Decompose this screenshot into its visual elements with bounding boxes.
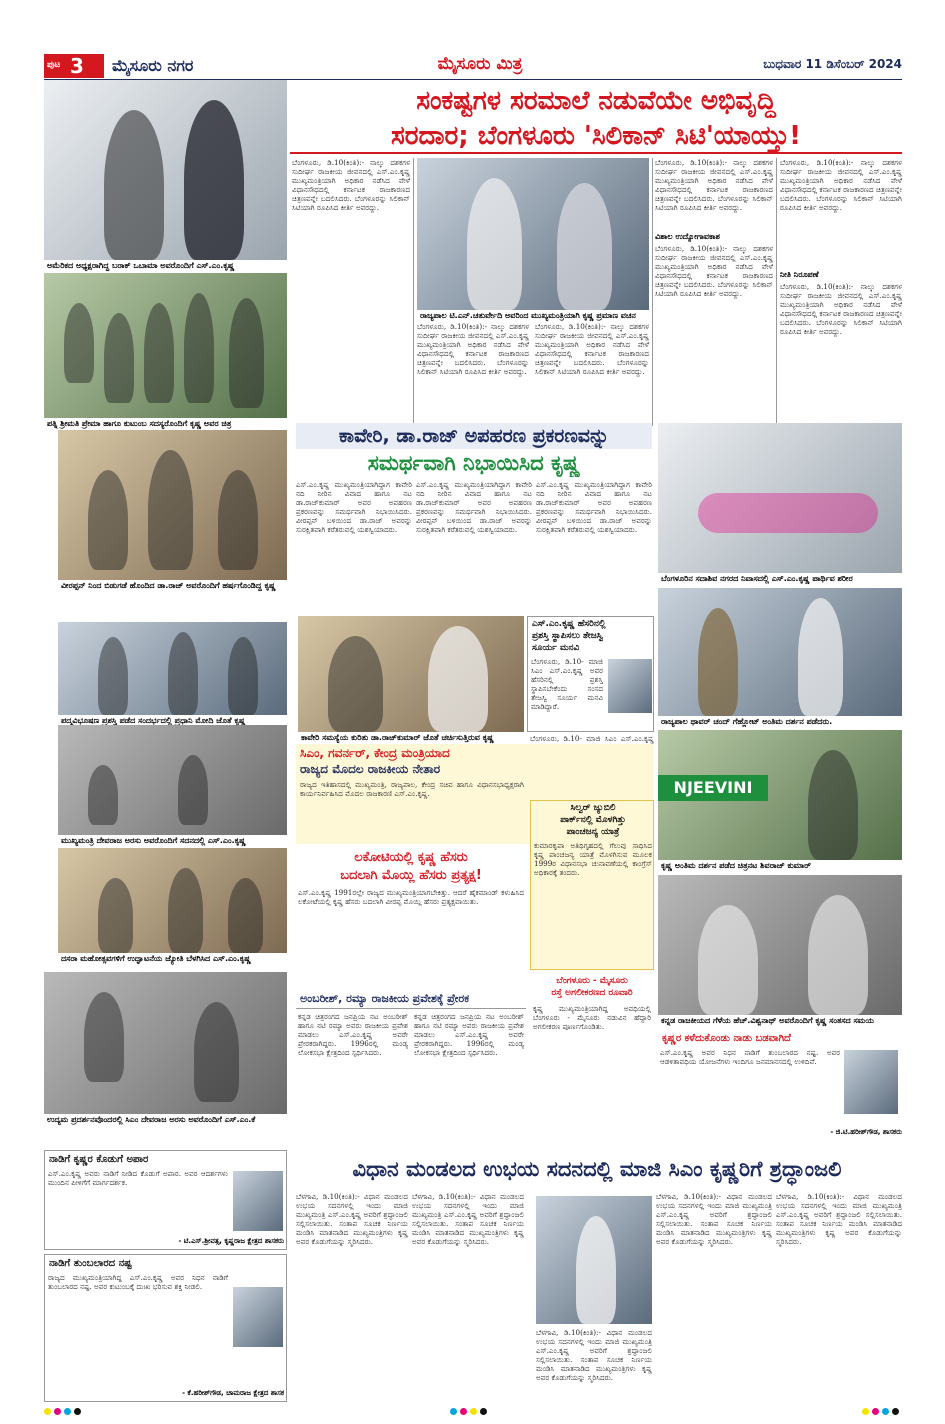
figure-person (698, 608, 738, 716)
caption-dasara: ದಸರಾ ಮಹೋತ್ಸವಗಳಿಗೆ ಉದ್ಘಾಟನೆಯ ಜ್ಯೋತಿ ಬೆಳಗಿಸಿದ ಎಸ್.ಎಂ.ಕೃಷ್ಣ (58, 953, 287, 965)
figure-person (64, 303, 94, 383)
flower-wreath (698, 493, 878, 533)
figure-person (178, 755, 208, 825)
bottom-body-col-2: ಬೆಳಗಾವಿ, ಡಿ.10(ಕಿಂತಿ):- ವಿಧಾನ ಮಂಡಲದ ಉಭಯ ಸದನಗಳಲ್ಲಿ ಇಂದು ಮಾಜಿ ಮುಖ್ಯಮಂತ್ರಿ ಎಸ್.ಎಂ.ಕೃಷ್ಣ ಅವರಿಗೆ ಶ್ರದ್ಧಾಂಜಲಿ ಸಲ್ಲಿಸಲಾಯಿತು. ಸಂತಾಪ ಸೂಚಕ ನಿರ್ಣಯ ಮಂಡಿಸಿ ಮಾತನಾಡಿದ ಮುಖ್ಯಮಂತ್ರಿಗಳು ಕೃಷ್ಣ ಅವರ ಕೊಡುಗೆಯನ್ನು ಸ್ಮರಿಸಿದರು. (412, 1192, 524, 1246)
registration-dots-center (450, 1408, 487, 1415)
photo-kaveri (298, 616, 524, 732)
caption-shivarajkumar: ಕೃಷ್ಣ ಅಂತಿಮ ದರ್ಶನ ಪಡೆದ ಚಿತ್ರನಟ ಶಿವರಾಜ್ ಕುಮಾರ್ (658, 860, 902, 872)
lead-body-col-1: ಬೆಂಗಳೂರು, ಡಿ.10(ಕಿಂತಿ):- ನಾಲ್ಕು ದಶಕಗಳ ಸುದೀರ್ಘ ರಾಜಕೀಯ ಜೀವನದಲ್ಲಿ ಎಸ್.ಎಂ.ಕೃಷ್ಣ ಮುಖ್ಯಮಂತ್ರಿಯಾಗಿ ಅಧಿಕಾರ ನಡೆಸಿದ ವೇಳೆ ವಿಧಾನಸೌಧದಲ್ಲಿ ಕರ್ನಾಟಕ ರಾಜಕಾರಣದ ಚಿತ್ರಣವನ್ನೇ ಬದಲಿಸಿದರು. ಬೆಂಗಳೂರನ್ನು ಸಿಲಿಕಾನ್ ಸಿಟಿಯಾಗಿ ರೂಪಿಸಿದ ಕೀರ್ತಿ ಅವರದ್ದು. (292, 158, 410, 212)
caption-exhibition: ಉದ್ಯಮ ಪ್ರದರ್ಶನವೊಂದರಲ್ಲಿ ಸಿಎಂ ದೇವರಾಜ ಅರಸು ಅವರೊಂದಿಗೆ ಎಸ್.ಎಂ.ಕೆ (44, 1114, 287, 1126)
lead-subhead-3: ನೀತಿ ನಿರೂಪಣೆ (780, 270, 819, 279)
figure-person (698, 905, 758, 1015)
kaveri-body-col-3: ಎಸ್.ಎಂ.ಕೃಷ್ಣ ಮುಖ್ಯಮಂತ್ರಿಯಾಗಿದ್ದಾಗ ಕಾವೇರಿ ನದಿ ನೀರಿನ ವಿವಾದ ಹಾಗೂ ನಟ ಡಾ.ರಾಜ್‌ಕುಮಾರ್ ಅವರ ಅಪಹರಣ ಪ್ರಕರಣವನ್ನು ಸಮರ್ಥವಾಗಿ ನಿಭಾಯಿಸಿದರು. ವೀರಪ್ಪನ್ ಬಳಿಯಿಂದ ಡಾ.ರಾಜ್ ಅವರನ್ನು ಸುರಕ್ಷಿತವಾಗಿ ಕರೆತರುವಲ್ಲಿ ಯಶಸ್ವಿಯಾದರು. (536, 480, 652, 534)
photo-rajkumar (58, 430, 287, 580)
banner-sanjeevini: NJEEVINI (658, 775, 768, 801)
column-rule (652, 158, 653, 426)
figure-person (557, 183, 612, 310)
figure-person (84, 992, 124, 1082)
ambareesh-title: ಅಂಬರೀಶ್, ರಮ್ಯಾ ರಾಜಕೀಯ ಪ್ರವೇಶಕ್ಕೆ ಪ್ರೇರಕ (296, 990, 526, 1009)
bottom-headline: ವಿಧಾನ ಮಂಡಲದ ಉಭಯ ಸದನದಲ್ಲಿ ಮಾಜಿ ಸಿಎಂ ಕೃಷ್ಣರಿಗೆ ಶ್ರದ್ಧಾಂಜಲಿ (352, 1157, 842, 1181)
sp-body-cont: ಬೆಂಗಳೂರು, ಡಿ.10- ಮಾಜಿ ಸಿಎಂ ಎಸ್.ಎಂ.ಕೃಷ್ಣ (530, 734, 654, 743)
page-label: ಪುಟ (47, 60, 61, 70)
naadu-loss-box (44, 1254, 287, 1402)
naadu-loss-signature: - ಕೆ.ಹರೀಶ್‌ಗೌಡ, ಚಾಮರಾಜ ಕ್ಷೇತ್ರದ ಶಾಸಕ (182, 1389, 284, 1397)
lead-headline-2: ಸರದಾರ; ಬೆಂಗಳೂರು 'ಸಿಲಿಕಾನ್ ಸಿಟಿ'ಯಾಯ್ತು! (290, 118, 902, 154)
issue-date: ಬುಧವಾರ 11 ಡಿಸೆಂಬರ್ 2024 (763, 57, 902, 71)
figure-person (104, 313, 134, 403)
caption-modi: ಪದ್ಮವಿಭೂಷಣ ಪ್ರಶಸ್ತಿ ಪಡೆದ ಸಂದರ್ಭದಲ್ಲಿ ಪ್ರಧಾನಿ ಮೋದಿ ಜೊತೆ ಕೃಷ್ಣ (58, 715, 287, 727)
paper-name: ಮೈಸೂರು ಮಿತ್ರ (437, 54, 523, 74)
registration-dots-left (44, 1408, 81, 1415)
photo-family (44, 273, 287, 418)
dot-black (892, 1408, 899, 1415)
page-label-box (44, 54, 104, 78)
bottom-body-col-5: ಬೆಳಗಾವಿ, ಡಿ.10(ಕಿಂತಿ):- ವಿಧಾನ ಮಂಡಲದ ಉಭಯ ಸದನಗಳಲ್ಲಿ ಇಂದು ಮಾಜಿ ಮುಖ್ಯಮಂತ್ರಿ ಎಸ್.ಎಂ.ಕೃಷ್ಣ ಅವರಿಗೆ ಶ್ರದ್ಧಾಂಜಲಿ ಸಲ್ಲಿಸಲಾಯಿತು. ಸಂತಾಪ ಸೂಚಕ ನಿರ್ಣಯ ಮಂಡಿಸಿ ಮಾತನಾಡಿದ ಮುಖ್ಯಮಂತ್ರಿಗಳು ಕೃಷ್ಣ ಅವರ ಕೊಡುಗೆಯನ್ನು ಸ್ಮರಿಸಿದರು. (776, 1192, 902, 1246)
bmroad-box (530, 974, 654, 1140)
ambareesh-box (296, 990, 526, 1140)
cm-title-2: ರಾಜ್ಯದ ಮೊದಲ ರಾಜಕೀಯ ನೇತಾರ (300, 762, 441, 776)
dot-black (74, 1408, 81, 1415)
kaveri-body-col-2: ಎಸ್.ಎಂ.ಕೃಷ್ಣ ಮುಖ್ಯಮಂತ್ರಿಯಾಗಿದ್ದಾಗ ಕಾವೇರಿ ನದಿ ನೀರಿನ ವಿವಾದ ಹಾಗೂ ನಟ ಡಾ.ರಾಜ್‌ಕುಮಾರ್ ಅವರ ಅಪಹರಣ ಪ್ರಕರಣವನ್ನು ಸಮರ್ಥವಾಗಿ ನಿಭಾಯಿಸಿದರು. ವೀರಪ್ಪನ್ ಬಳಿಯಿಂದ ಡಾ.ರಾಜ್ ಅವರನ್ನು ಸುರಕ್ಷಿತವಾಗಿ ಕರೆತರುವಲ್ಲಿ ಯಶಸ್ವಿಯಾದರು. (416, 480, 532, 534)
naadu-loss-body: ರಾಜ್ಯದ ಮುಖ್ಯಮಂತ್ರಿಯಾಗಿದ್ದ ಎಸ್.ಎಂ.ಕೃಷ್ಣ ಅವರ ನಿಧನ ನಾಡಿಗೆ ತುಂಬಲಾರದ ನಷ್ಟ. ಅವರ ಕುಟುಂಬಕ್ಕೆ ದುಃಖ ಭರಿಸುವ ಶಕ್ತಿ ನೀಡಲಿ. (48, 1273, 228, 1291)
figure-person (228, 637, 258, 715)
figure-person (98, 878, 133, 953)
figure-person (229, 298, 264, 408)
bmroad-title-2: ರಸ್ತೆ ಅಗಲೀಕರಣದ ರೂವಾರಿ (551, 988, 633, 998)
sp-title-1: ಎಸ್.ಎಂ.ಕೃಷ್ಣ ಹೆಸರಿನಲ್ಲಿ (532, 619, 606, 629)
photo-siddaramaiah (536, 1196, 652, 1324)
figure-person (798, 598, 843, 716)
dot-cyan (882, 1408, 889, 1415)
figure-person (88, 470, 128, 570)
figure-person (328, 636, 383, 732)
naadige-body: ಎಸ್.ಎಂ.ಕೃಷ್ಣ ಅವರು ನಾಡಿಗೆ ನೀಡಿದ ಕೊಡುಗೆ ಅಪಾರ. ಅವರ ಆದರ್ಶಗಳು ಮುಂದಿನ ಪೀಳಿಗೆಗೆ ಮಾರ್ಗದರ್ಶಕ. (48, 1169, 228, 1187)
lead-body-col-2: ಬೆಂಗಳೂರು, ಡಿ.10(ಕಿಂತಿ):- ನಾಲ್ಕು ದಶಕಗಳ ಸುದೀರ್ಘ ರಾಜಕೀಯ ಜೀವನದಲ್ಲಿ ಎಸ್.ಎಂ.ಕೃಷ್ಣ ಮುಖ್ಯಮಂತ್ರಿಯಾಗಿ ಅಧಿಕಾರ ನಡೆಸಿದ ವೇಳೆ ವಿಧಾನಸೌಧದಲ್ಲಿ ಕರ್ನಾಟಕ ರಾಜಕಾರಣದ ಚಿತ್ರಣವನ್ನೇ ಬದಲಿಸಿದರು. ಬೆಂಗಳೂರನ್ನು ಸಿಲಿಕಾನ್ ಸಿಟಿಯಾಗಿ ರೂಪಿಸಿದ ಕೀರ್ತಿ ಅವರದ್ದು. (417, 322, 529, 376)
photo-harishgowda (233, 1287, 283, 1347)
figure-person (194, 1002, 239, 1102)
silver-body: ಕುಮಾರಕೃಪಾ ಅತಿಥಿಗೃಹದಲ್ಲಿ ಗೆಲುವು ಸಾಧಿಸಿದ ಕೃಷ್ಣ ಪಾಂಚಜನ್ಯ ಯಾತ್ರೆ ಮೊಳಗಿಸುವ ಮೂಲಕ 1999ರ ವಿಧಾನಸಭಾ ಚುನಾವಣೆಯಲ್ಲಿ ಕಾಂಗ್ರೆಸ್ ಅಧಿಕಾರಕ್ಕೆ ತಂದರು. (534, 841, 652, 877)
cm-title-1: ಸಿಎಂ, ಗವರ್ನರ್, ಕೇಂದ್ರ ಮಂತ್ರಿಯಾದ (300, 746, 450, 760)
dot-cyan (450, 1408, 457, 1415)
bottom-body-col-1: ಬೆಳಗಾವಿ, ಡಿ.10(ಕಿಂತಿ):- ವಿಧಾನ ಮಂಡಲದ ಉಭಯ ಸದನಗಳಲ್ಲಿ ಇಂದು ಮಾಜಿ ಮುಖ್ಯಮಂತ್ರಿ ಎಸ್.ಎಂ.ಕೃಷ್ಣ ಅವರಿಗೆ ಶ್ರದ್ಧಾಂಜಲಿ ಸಲ್ಲಿಸಲಾಯಿತು. ಸಂತಾಪ ಸೂಚಕ ನಿರ್ಣಯ ಮಂಡಿಸಿ ಮಾತನಾಡಿದ ಮುಖ್ಯಮಂತ್ರಿಗಳು ಕೃಷ್ಣ ಅವರ ಕೊಡುಗೆಯನ್ನು ಸ್ಮರಿಸಿದರು. (296, 1192, 408, 1246)
dot-yellow (44, 1408, 51, 1415)
silver-title-3: ಪಾಂಚಜನ್ಯ ಯಾತ್ರೆ (566, 827, 620, 837)
kaveri-headline-2: ಸಮರ್ಥವಾಗಿ ನಿಭಾಯಿಸಿದ ಕೃಷ್ಣ (367, 451, 581, 475)
lakhouti-title-1: ಲಕೋಟಿಯಲ್ಲಿ ಕೃಷ್ಣ ಹೆಸರು (354, 850, 468, 865)
caption-governor: ರಾಜ್ಯಪಾಲ ಥಾವರ್ ಚಂದ್ ಗೆಹ್ಲೋಟ್ ಅಂತಿಮ ದರ್ಶನ ಪಡೆದರು. (658, 716, 902, 728)
page-number: 3 (70, 54, 84, 78)
figure-person (88, 765, 118, 825)
naadu-loss-title: ನಾಡಿಗೆ ತುಂಬಲಾರದ ನಷ್ಟ (49, 1258, 132, 1269)
photo-obama (44, 80, 287, 260)
dot-magenta (460, 1408, 467, 1415)
silver-title-1: ಸಿಲ್ವರ್ ಜ್ಯುಬಿಲಿ (570, 803, 616, 813)
silver-box (530, 800, 654, 970)
figure-person (808, 895, 868, 1015)
figure-person (184, 100, 244, 260)
naadige-signature: - ಟಿ.ಎಸ್.ಶ್ರೀವತ್ಸ, ಕೃಷ್ಣರಾಜ ಕ್ಷೇತ್ರದ ಶಾಸಕರು (178, 1237, 284, 1245)
krishna-lost-signature: - ಜಿ.ಟಿ.ಹರೀಶ್‌ಗೌಡ, ಶಾಸಕರು (830, 1128, 902, 1136)
figure-person (184, 293, 214, 403)
photo-tejasvi (608, 659, 652, 713)
lakhouti-box (296, 848, 526, 988)
photo-assembly (58, 725, 287, 835)
photo-body (658, 423, 902, 573)
lead-headline-1: ಸಂಕಷ್ಟಗಳ ಸರಮಾಲೆ ನಡುವೆಯೇ ಅಭಿವೃದ್ಧಿ (416, 86, 776, 116)
photo-vishwanath (658, 875, 902, 1015)
naadige-box (44, 1150, 287, 1250)
sp-box (527, 616, 654, 732)
figure-person (104, 110, 164, 260)
sp-title-3: ಸೂರ್ಯ ಮನವಿ (532, 643, 580, 653)
photo-srivatsa (233, 1171, 283, 1231)
figure-person (168, 632, 198, 715)
dot-yellow (470, 1408, 477, 1415)
figure-person (218, 470, 258, 570)
caption-rajkumar: ವೀರಪ್ಪನ್ ನಿಂದ ಬಿಡುಗಡೆ ಹೊಂದಿದ ಡಾ.ರಾಜ್ ಅವರೊಂದಿಗೆ ಹರ್ಷಗೊಂಡಿದ್ದ ಕೃಷ್ಣ (58, 580, 287, 592)
figure-person (144, 303, 174, 403)
lead-body-col-5b: ಬೆಂಗಳೂರು, ಡಿ.10(ಕಿಂತಿ):- ನಾಲ್ಕು ದಶಕಗಳ ಸುದೀರ್ಘ ರಾಜಕೀಯ ಜೀವನದಲ್ಲಿ ಎಸ್.ಎಂ.ಕೃಷ್ಣ ಮುಖ್ಯಮಂತ್ರಿಯಾಗಿ ಅಧಿಕಾರ ನಡೆಸಿದ ವೇಳೆ ವಿಧಾನಸೌಧದಲ್ಲಿ ಕರ್ನಾಟಕ ರಾಜಕಾರಣದ ಚಿತ್ರಣವನ್ನೇ ಬದಲಿಸಿದರು. ಬೆಂಗಳೂರನ್ನು ಸಿಲಿಕಾನ್ ಸಿಟಿಯಾಗಿ ರೂಪಿಸಿದ ಕೀರ್ತಿ ಅವರದ್ದು. (780, 282, 902, 336)
silver-title-2: ಪಾರ್ಕ್‌ನಲ್ಲಿ ಮೊಳಗಿತ್ತು (560, 815, 626, 825)
caption-swearing-in: ರಾಜ್ಯಪಾಲ ಟಿ.ಎನ್.ಚತುರ್ವೇದಿ ಅವರಿಂದ ಮುಖ್ಯಮಂತ್ರಿಯಾಗಿ ಕೃಷ್ಣ ಪ್ರಮಾಣ ವಚನ (417, 310, 649, 322)
column-rule (776, 158, 777, 426)
sp-title-2: ಪ್ರಶಸ್ತಿ ಸ್ಥಾಪಿಸಲು ತೇಜಸ್ವಿ (532, 631, 604, 641)
lead-body-col-4: ಬೆಂಗಳೂರು, ಡಿ.10(ಕಿಂತಿ):- ನಾಲ್ಕು ದಶಕಗಳ ಸುದೀರ್ಘ ರಾಜಕೀಯ ಜೀವನದಲ್ಲಿ ಎಸ್.ಎಂ.ಕೃಷ್ಣ ಮುಖ್ಯಮಂತ್ರಿಯಾಗಿ ಅಧಿಕಾರ ನಡೆಸಿದ ವೇಳೆ ವಿಧಾನಸೌಧದಲ್ಲಿ ಕರ್ನಾಟಕ ರಾಜಕಾರಣದ ಚಿತ್ರಣವನ್ನೇ ಬದಲಿಸಿದರು. ಬೆಂಗಳೂರನ್ನು ಸಿಲಿಕಾನ್ ಸಿಟಿಯಾಗಿ ರೂಪಿಸಿದ ಕೀರ್ತಿ ಅವರದ್ದು. (655, 158, 773, 212)
sp-body: ಬೆಂಗಳೂರು, ಡಿ.10- ಮಾಜಿ ಸಿಎಂ ಎಸ್.ಎಂ.ಕೃಷ್ಣ ಅವರ ಹೆಸರಿನಲ್ಲಿ ಪ್ರಶಸ್ತಿ ಸ್ಥಾಪಿಸಬೇಕೆಂದು ಸಂಸದ ತೇಜಸ್ವಿ ಸೂರ್ಯ ಮನವಿ ಮಾಡಿದ್ದಾರೆ. (531, 657, 603, 711)
photo-shivarajkumar (658, 730, 902, 860)
figure-person (228, 878, 263, 953)
cm-body: ರಾಜ್ಯದ ಇತಿಹಾಸದಲ್ಲಿ ಮುಖ್ಯಮಂತ್ರಿ, ರಾಜ್ಯಪಾಲ, ಕೇಂದ್ರ ಸಚಿವ ಹಾಗೂ ವಿಧಾನಸಭಾಧ್ಯಕ್ಷರಾಗಿ ಕಾರ್ಯನಿರ್ವಹಿಸಿದ ಮೊದಲ ರಾಜಕಾರಣಿ ಎಸ್.ಎಂ.ಕೃಷ್ಣ. (300, 780, 524, 798)
registration-dots-right (862, 1408, 899, 1415)
lead-body-col-4b: ಬೆಂಗಳೂರು, ಡಿ.10(ಕಿಂತಿ):- ನಾಲ್ಕು ದಶಕಗಳ ಸುದೀರ್ಘ ರಾಜಕೀಯ ಜೀವನದಲ್ಲಿ ಎಸ್.ಎಂ.ಕೃಷ್ಣ ಮುಖ್ಯಮಂತ್ರಿಯಾಗಿ ಅಧಿಕಾರ ನಡೆಸಿದ ವೇಳೆ ವಿಧಾನಸೌಧದಲ್ಲಿ ಕರ್ನಾಟಕ ರಾಜಕಾರಣದ ಚಿತ್ರಣವನ್ನೇ ಬದಲಿಸಿದರು. ಬೆಂಗಳೂರನ್ನು ಸಿಲಿಕಾನ್ ಸಿಟಿಯಾಗಿ ರೂಪಿಸಿದ ಕೀರ್ತಿ ಅವರದ್ದು. (655, 244, 773, 298)
dot-magenta (872, 1408, 879, 1415)
photo-harish (844, 1050, 898, 1114)
bmroad-title-1: ಬೆಂಗಳೂರು - ಮೈಸೂರು (556, 976, 628, 986)
dot-magenta (54, 1408, 61, 1415)
section-title: ಮೈಸೂರು ನಗರ (112, 56, 194, 75)
figure-person (808, 750, 858, 860)
caption-obama: ಅಮೆರಿಕದ ಅಧ್ಯಕ್ಷರಾಗಿದ್ದ ಬರಾಕ್ ಒಬಾಮಾ ಅವರೊಂದಿಗೆ ಎಸ್.ಎಂ.ಕೃಷ್ಣ (44, 260, 287, 272)
column-rule (413, 158, 414, 426)
photo-governor (658, 588, 902, 716)
dot-yellow (862, 1408, 869, 1415)
caption-vishwanath: ಕನ್ನಡ ರಾಜಕೀಯದ ಗೆಳೆಯ ಹೆಚ್.ವಿಶ್ವನಾಥ್ ಅವರೊಂದಿಗೆ ಕೃಷ್ಣ ಸಂತಸದ ಸಮಯ (658, 1015, 902, 1027)
figure-person (148, 450, 193, 570)
bottom-body-col-4: ಬೆಳಗಾವಿ, ಡಿ.10(ಕಿಂತಿ):- ವಿಧಾನ ಮಂಡಲದ ಉಭಯ ಸದನಗಳಲ್ಲಿ ಇಂದು ಮಾಜಿ ಮುಖ್ಯಮಂತ್ರಿ ಎಸ್.ಎಂ.ಕೃಷ್ಣ ಅವರಿಗೆ ಶ್ರದ್ಧಾಂಜಲಿ ಸಲ್ಲಿಸಲಾಯಿತು. ಸಂತಾಪ ಸೂಚಕ ನಿರ್ಣಯ ಮಂಡಿಸಿ ಮಾತನಾಡಿದ ಮುಖ್ಯಮಂತ್ರಿಗಳು ಕೃಷ್ಣ ಅವರ ಕೊಡುಗೆಯನ್ನು ಸ್ಮರಿಸಿದರು. (656, 1192, 772, 1246)
ambareesh-body-1: ಕನ್ನಡ ಚಿತ್ರರಂಗದ ಜನಪ್ರಿಯ ನಟ ಅಂಬರೀಶ್ ಹಾಗೂ ನಟಿ ರಮ್ಯಾ ಅವರು ರಾಜಕೀಯ ಪ್ರವೇಶ ಮಾಡಲು ಎಸ್.ಎಂ.ಕೃಷ್ಣ ಅವರೇ ಪ್ರೇರಕರಾಗಿದ್ದರು. 1996ರಲ್ಲಿ ಮಂಡ್ಯ ಲೋಕಸಭಾ ಕ್ಷೇತ್ರದಿಂದ ಸ್ಪರ್ಧಿಸಿದರು. (298, 1012, 408, 1057)
photo-modi (58, 622, 287, 715)
lead-subhead-2: ವಿಶಾಲ ಉದ್ಯೋಗಾವಕಾಶ (655, 232, 720, 241)
figure-person (576, 1216, 616, 1324)
bmroad-body: ಕೃಷ್ಣ ಮುಖ್ಯಮಂತ್ರಿಯಾಗಿದ್ದ ಅವಧಿಯಲ್ಲಿ ಬೆಂಗಳೂರು - ಮೈಸೂರು ನಡುವಿನ ಹೆದ್ದಾರಿ ಅಗಲೀಕರಣ ಪೂರ್ಣಗೊಂಡಿತು. (533, 1004, 651, 1031)
krishna-lost-title: ಕೃಷ್ಣರ ಕಳೆದುಕೊಂಡು ನಾಡು ಬಡವಾಗಿದೆ (662, 1033, 791, 1044)
dot-black (480, 1408, 487, 1415)
ambareesh-body-2: ಕನ್ನಡ ಚಿತ್ರರಂಗದ ಜನಪ್ರಿಯ ನಟ ಅಂಬರೀಶ್ ಹಾಗೂ ನಟಿ ರಮ್ಯಾ ಅವರು ರಾಜಕೀಯ ಪ್ರವೇಶ ಮಾಡಲು ಎಸ್.ಎಂ.ಕೃಷ್ಣ ಅವರೇ ಪ್ರೇರಕರಾಗಿದ್ದರು. 1996ರಲ್ಲಿ ಮಂಡ್ಯ ಲೋಕಸಭಾ ಕ್ಷೇತ್ರದಿಂದ ಸ್ಪರ್ಧಿಸಿದರು. (414, 1012, 524, 1057)
dot-cyan (64, 1408, 71, 1415)
kaveri-body-col-1: ಎಸ್.ಎಂ.ಕೃಷ್ಣ ಮುಖ್ಯಮಂತ್ರಿಯಾಗಿದ್ದಾಗ ಕಾವೇರಿ ನದಿ ನೀರಿನ ವಿವಾದ ಹಾಗೂ ನಟ ಡಾ.ರಾಜ್‌ಕುಮಾರ್ ಅವರ ಅಪಹರಣ ಪ್ರಕರಣವನ್ನು ಸಮರ್ಥವಾಗಿ ನಿಭಾಯಿಸಿದರು. ವೀರಪ್ಪನ್ ಬಳಿಯಿಂದ ಡಾ.ರಾಜ್ ಅವರನ್ನು ಸುರಕ್ಷಿತವಾಗಿ ಕರೆತರುವಲ್ಲಿ ಯಶಸ್ವಿಯಾದರು. (296, 480, 412, 534)
kaveri-headline-1: ಕಾವೇರಿ, ಡಾ.ರಾಜ್ ಅಪಹರಣ ಪ್ರಕರಣವನ್ನು (296, 423, 652, 449)
figure-person (467, 178, 522, 310)
caption-kaveri: ಕಾವೇರಿ ಸಮಸ್ಯೆಯ ಕುರಿತು ಡಾ.ರಾಜ್‌ಕುಮಾರ್ ಜೊತೆ ಚರ್ಚಿಸುತ್ತಿರುವ ಕೃಷ್ಣ (298, 732, 524, 744)
krishna-lost-box (658, 1030, 902, 1142)
photo-swearing-in (417, 158, 649, 310)
masthead (0, 50, 945, 80)
figure-person (98, 637, 128, 715)
caption-body: ಬೆಂಗಳೂರಿನ ಸದಾಶಿವ ನಗರದ ನಿವಾಸದಲ್ಲಿ ಎಸ್.ಎಂ.ಕೃಷ್ಣ ಪಾರ್ಥಿವ ಶರೀರ (658, 573, 902, 585)
caption-family: ಪತ್ನಿ ಶ್ರೀಮತಿ ಪ್ರೇಮಾ ಹಾಗೂ ಕುಟುಂಬ ಸದಸ್ಯರೊಂದಿಗೆ ಕೃಷ್ಣ ಅವರ ಚಿತ್ರ (44, 418, 287, 430)
bottom-body-col-3: ಬೆಳಗಾವಿ, ಡಿ.10(ಕಿಂತಿ):- ವಿಧಾನ ಮಂಡಲದ ಉಭಯ ಸದನಗಳಲ್ಲಿ ಇಂದು ಮಾಜಿ ಮುಖ್ಯಮಂತ್ರಿ ಎಸ್.ಎಂ.ಕೃಷ್ಣ ಅವರಿಗೆ ಶ್ರದ್ಧಾಂಜಲಿ ಸಲ್ಲಿಸಲಾಯಿತು. ಸಂತಾಪ ಸೂಚಕ ನಿರ್ಣಯ ಮಂಡಿಸಿ ಮಾತನಾಡಿದ ಮುಖ್ಯಮಂತ್ರಿಗಳು ಕೃಷ್ಣ ಅವರ ಕೊಡುಗೆಯನ್ನು ಸ್ಮರಿಸಿದರು. (536, 1328, 652, 1382)
lead-body-col-3: ಬೆಂಗಳೂರು, ಡಿ.10(ಕಿಂತಿ):- ನಾಲ್ಕು ದಶಕಗಳ ಸುದೀರ್ಘ ರಾಜಕೀಯ ಜೀವನದಲ್ಲಿ ಎಸ್.ಎಂ.ಕೃಷ್ಣ ಮುಖ್ಯಮಂತ್ರಿಯಾಗಿ ಅಧಿಕಾರ ನಡೆಸಿದ ವೇಳೆ ವಿಧಾನಸೌಧದಲ್ಲಿ ಕರ್ನಾಟಕ ರಾಜಕಾರಣದ ಚಿತ್ರಣವನ್ನೇ ಬದಲಿಸಿದರು. ಬೆಂಗಳೂರನ್ನು ಸಿಲಿಕಾನ್ ಸಿಟಿಯಾಗಿ ರೂಪಿಸಿದ ಕೀರ್ತಿ ಅವರದ್ದು. (535, 322, 649, 376)
photo-dasara (58, 848, 287, 953)
figure-person (428, 626, 488, 732)
krishna-lost-body: ಎಸ್.ಎಂ.ಕೃಷ್ಣ ಅವರ ನಿಧನ ನಾಡಿಗೆ ತುಂಬಲಾರದ ನಷ್ಟ. ಅವರ ಆಡಳಿತಾವಧಿಯ ಯೋಜನೆಗಳು ಇಂದಿಗೂ ಜನಮಾನಸದಲ್ಲಿ ಉಳಿದಿವೆ. (660, 1048, 840, 1066)
lead-body-col-5: ಬೆಂಗಳೂರು, ಡಿ.10(ಕಿಂತಿ):- ನಾಲ್ಕು ದಶಕಗಳ ಸುದೀರ್ಘ ರಾಜಕೀಯ ಜೀವನದಲ್ಲಿ ಎಸ್.ಎಂ.ಕೃಷ್ಣ ಮುಖ್ಯಮಂತ್ರಿಯಾಗಿ ಅಧಿಕಾರ ನಡೆಸಿದ ವೇಳೆ ವಿಧಾನಸೌಧದಲ್ಲಿ ಕರ್ನಾಟಕ ರಾಜಕಾರಣದ ಚಿತ್ರಣವನ್ನೇ ಬದಲಿಸಿದರು. ಬೆಂಗಳೂರನ್ನು ಸಿಲಿಕಾನ್ ಸಿಟಿಯಾಗಿ ರೂಪಿಸಿದ ಕೀರ್ತಿ ಅವರದ್ದು. (780, 158, 902, 212)
lakhouti-title-2: ಬದಲಾಗಿ ಮೊಯ್ಲಿ ಹೆಸರು ಪ್ರತ್ಯಕ್ಷ! (340, 868, 482, 883)
naadige-title: ನಾಡಿಗೆ ಕೃಷ್ಣರ ಕೊಡುಗೆ ಅಪಾರ (49, 1154, 149, 1165)
figure-person (168, 868, 203, 953)
lakhouti-body: ಎಸ್.ಎಂ.ಕೃಷ್ಣ 1991ರಲ್ಲೇ ರಾಜ್ಯದ ಮುಖ್ಯಮಂತ್ರಿಯಾಗಬೇಕಿತ್ತು. ಆದರೆ ಹೈಕಮಾಂಡ್ ಕಳುಹಿಸಿದ ಲಕೋಟೆಯಲ್ಲಿ ಕೃಷ್ಣ ಹೆಸರು ಬದಲಾಗಿ ವೀರಪ್ಪ ಮೊಯ್ಲಿ ಹೆಸರು ಪ್ರತ್ಯಕ್ಷವಾಯಿತು. (298, 888, 524, 906)
photo-exhibition (44, 972, 287, 1114)
caption-assembly: ಮುಖ್ಯಮಂತ್ರಿ ದೇವರಾಜ ಅರಸು ಅವರೊಂದಿಗೆ ಸದನದಲ್ಲಿ ಎಸ್.ಎಂ.ಕೃಷ್ಣ (58, 835, 287, 847)
